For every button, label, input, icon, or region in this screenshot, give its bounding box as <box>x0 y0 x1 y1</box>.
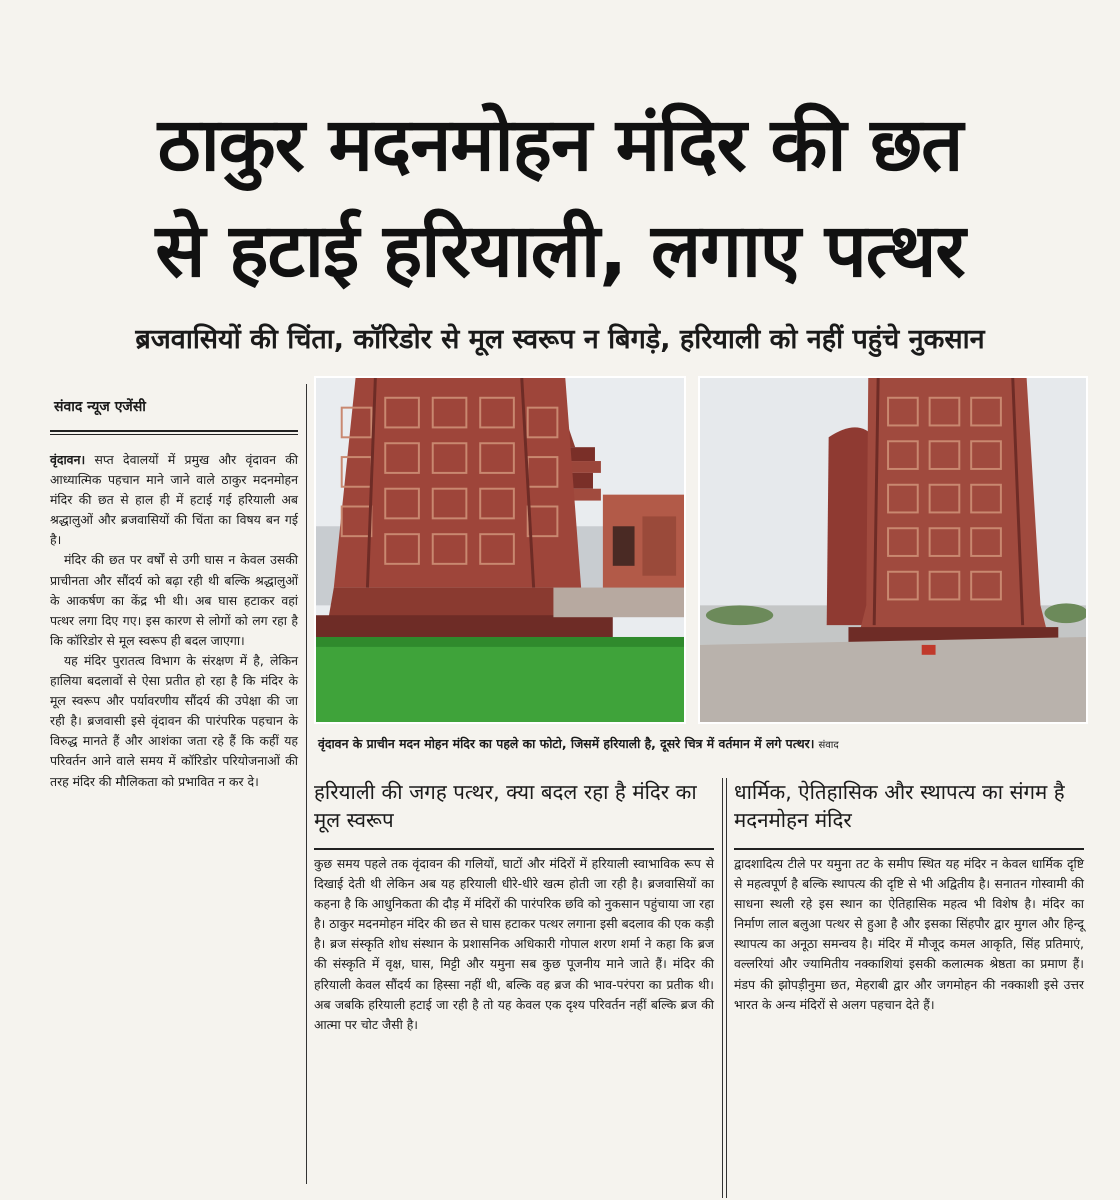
byline: संवाद न्यूज एजेंसी <box>54 399 146 415</box>
byline-rule <box>50 430 298 432</box>
left-paragraph-1 <box>50 450 298 550</box>
byline-rule-thin <box>50 434 298 435</box>
column-divider-right-2 <box>726 778 727 1198</box>
section-2-body: द्वादशादित्य टीले पर यमुना तट के समीप स्थित यह मंदिर न केवल धार्मिक दृष्टि से महत्वपूर्ण है बल्कि स्थापत्य की दृष्टि से भी अद्वितीय है। सनातन गोस्वामी की साधना स्थली रहे इस स्थान का ऐतिहासिक महत्व भी विशेष है। मंदिर का निर्माण लाल बलुआ पत्थर से हुआ है और इसका सिंहपौर द्वार मुगल और हिन्दू स्थापत्य का अनूठा समन्वय है। मंदिर में मौजूद कमल आकृति, सिंह प्रतिमाएं, वल्लरियां और ज्यामितीय नक्काशियां इसकी कलात्मक श्रेष्ठता का प्रमाण हैं। मंडप की झोपड़ीनुमा छत, मेहराबी द्वार और जगमोहन की नक्काशी इसे उत्तर भारत के अन्य मंदिरों से अलग पहचान देते हैं। <box>734 856 1084 1012</box>
photo-caption-text: वृंदावन के प्राचीन मदन मोहन मंदिर का पहले का फोटो, जिसमें हरियाली है, दूसरे चित्र में वर्तमान में लगे पत्थर। <box>318 736 815 751</box>
headline <box>20 92 1100 304</box>
section-2-heading: धार्मिक, ऐतिहासिक और स्थापत्य का संगम है मदनमोहन मंदिर <box>734 780 1065 832</box>
column-divider-right <box>722 778 723 1198</box>
section-1-rule <box>314 848 714 850</box>
left-paragraph-3: यह मंदिर पुरातत्व विभाग के संरक्षण में है, लेकिन हालिया बदलावों से ऐसा प्रतीत हो रहा है कि मंदिर के मूल स्वरूप और पर्यावरणीय सौंदर्य की उपेक्षा की जा रही है। ब्रजवासी इसे वृंदावन की पारंपरिक पहचान के विरुद्ध मानते हैं और आशंका जता रहे हैं कि कहीं यह परिवर्तन आने वाले समय में कॉरिडोर परियोजनाओं की तरह मंदिर की मौलिकता को प्रभावित न कर दे। <box>50 652 298 789</box>
temple-photo-after <box>700 378 1086 722</box>
headline-line-1: ठाकुर मदनमोहन मंदिर की छत <box>157 102 963 188</box>
headline-line-2: से हटाई हरियाली, लगाए पत्थर <box>155 208 965 294</box>
section-1-body: कुछ समय पहले तक वृंदावन की गलियों, घाटों और मंदिरों में हरियाली स्वाभाविक रूप से दिखाई देती थी लेकिन अब यह हरियाली धीरे-धीरे खत्म होती जा रही है। ब्रजवासियों का कहना है कि आधुनिकता की दौड़ में मंदिरों की पारंपरिक छवि को नुकसान पहुंचाया जा रहा है। ठाकुर मदनमोहन मंदिर की छत से घास हटाकर पत्थर लगाना इसी बदलाव की एक कड़ी है। ब्रज संस्कृति शोध संस्थान के प्रशासनिक अधिकारी गोपाल शरण शर्मा ने कहा कि ब्रज की संस्कृति में वृक्ष, घास, मिट्टी और यमुना सब कुछ पूजनीय माने जाते हैं। मंदिर की हरियाली केवल सौंदर्य का हिस्सा नहीं थी, बल्कि वह ब्रज की भाव-परंपरा का प्रतीक थी। अब जबकि हरियाली हटाई जा रही है तो यह केवल एक दृश्य परिवर्तन नहीं बल्कि ब्रज की आत्मा पर चोट जैसी है। <box>314 856 714 1032</box>
photo-caption <box>318 734 1088 756</box>
section-2-rule <box>734 848 1084 850</box>
photo-credit: संवाद <box>818 740 839 751</box>
photo-after-stone <box>698 376 1088 724</box>
dateline: वृंदावन। <box>50 452 86 467</box>
left-paragraph-1-text: सप्त देवालयों में प्रमुख और वृंदावन की आध्यात्मिक पहचान माने जाने वाले ठाकुर मदनमोहन मंदिर की छत से हाल ही में हटाई गई हरियाली अब श्रद्धालुओं और ब्रजवासियों की चिंता का विषय बन गई है। <box>50 452 298 548</box>
photo-before-greenery <box>314 376 686 724</box>
section-1-heading: हरियाली की जगह पत्थर, क्या बदल रहा है मंदिर का मूल स्वरूप <box>314 780 697 832</box>
left-paragraph-2: मंदिर की छत पर वर्षों से उगी घास न केवल उसकी प्राचीनता और सौंदर्य को बढ़ा रही थी बल्कि श्रद्धालुओं के आकर्षण का केंद्र भी थी। अब घास हटाकर वहां पत्थर लगा दिए गए। इस कारण से लोगों को लग रहा है कि कॉरिडोर से मूल स्वरूप ही बदल जाएगा। <box>50 552 298 648</box>
column-divider-left <box>306 384 307 1184</box>
left-column-article <box>50 450 298 792</box>
subheadline: ब्रजवासियों की चिंता, कॉरिडोर से मूल स्वरूप न बिगड़े, हरियाली को नहीं पहुंचे नुकसान <box>135 324 985 355</box>
temple-photo-before <box>316 378 684 722</box>
